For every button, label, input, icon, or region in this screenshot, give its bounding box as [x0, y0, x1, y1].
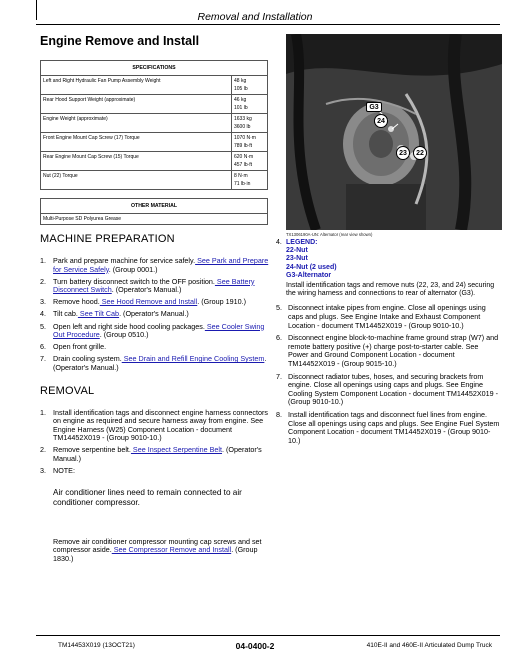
- legend-item: 22-Nut: [286, 247, 308, 255]
- note-step-text: Remove air conditioner compressor mounting cap screws and set compressor aside.: [53, 536, 262, 555]
- right-column: [276, 34, 500, 449]
- step-number: 2.: [40, 445, 46, 455]
- step-item: [40, 467, 272, 476]
- step-text: Disconnect engine block-to-machine frame ground strap (W7) and remote battery positive (+) charge post-to-starter cable. See Power and Ground Component Location - document TM14452X019 - (Group 9015-10.): [288, 333, 499, 368]
- step-reference-suffix: . (Group 0001.): [108, 264, 158, 274]
- legend-item: G3-Alternator: [286, 271, 332, 279]
- note-step-suffix: . (Group 1830.): [53, 545, 258, 563]
- step-text: Disconnect intake pipes from engine. Close all openings using caps and plugs. See Engine Intake and Exhaust Component Location - document TM14452X019 - (Group 9010-10.): [288, 303, 486, 330]
- step-reference-suffix: . (Operator's Manual.): [119, 309, 189, 319]
- spec-value-line: 8 N·m: [234, 173, 248, 179]
- step-number: 5.: [276, 303, 282, 313]
- step-item: [40, 323, 272, 340]
- figure-step-number: 4.: [276, 239, 282, 246]
- spec-value-line: 71 lb·in: [234, 181, 251, 187]
- spec-value-line: 789 lb·ft: [234, 143, 253, 149]
- note-text: Air conditioner lines need to remain connected to air conditioner compressor.: [53, 487, 242, 507]
- other-material-table: [40, 198, 268, 225]
- spec-value-line: 48 kg: [234, 78, 247, 84]
- step-number: 4.: [40, 309, 46, 319]
- footer-product-name: 410E-II and 460E-II Articulated Dump Truck: [366, 642, 492, 649]
- spec-value-line: 46 kg: [234, 97, 247, 103]
- callout-24: 24: [374, 114, 388, 128]
- spec-label: Nut (22) Torque: [41, 171, 232, 190]
- step-reference-suffix: . (Operator's Manual.): [53, 445, 262, 463]
- legend-item: 24-Nut (2 used): [286, 263, 337, 271]
- machine-preparation-title: MACHINE PREPARATION: [40, 233, 175, 245]
- spec-value-line: 620 N·m: [234, 154, 254, 160]
- step-item: [276, 334, 500, 368]
- footer-page-number: 04-0400-2: [235, 641, 275, 651]
- step-reference-link[interactable]: See Cooler Swing Out Procedure: [53, 321, 265, 340]
- header-rule: [36, 24, 500, 25]
- step-item: [40, 298, 272, 307]
- step-item: [40, 257, 272, 274]
- spec-label: Left and Right Hydraulic Fan Pump Assembly Weight: [41, 76, 232, 95]
- spec-row: [41, 114, 268, 133]
- specifications-heading: SPECIFICATIONS: [41, 61, 268, 76]
- step-text: [53, 446, 272, 463]
- step-text: [53, 310, 272, 319]
- step-text: [53, 467, 272, 476]
- compressor-remove-link[interactable]: See Compressor Remove and Install: [111, 545, 232, 555]
- step-item: [276, 411, 500, 445]
- step-number: 8.: [276, 409, 282, 419]
- step-number: 7.: [40, 354, 46, 364]
- spec-value-line: 1070 N·m: [234, 135, 256, 141]
- spec-row: [41, 133, 268, 152]
- legend-item: 23-Nut: [286, 255, 308, 263]
- spec-value-line: 3600 lb: [234, 124, 251, 130]
- removal-steps: [40, 409, 272, 476]
- specifications-table: [40, 60, 268, 190]
- legend-instruction: Install identification tags and remove nuts (22, 23, and 24) securing the wiring harness and connections to rear of alternator (G3).: [286, 282, 495, 298]
- spec-value: [232, 152, 268, 171]
- footer-rule: [36, 635, 500, 636]
- step-text: Install identification tags and disconnect fuel lines from engine. Close all openings using caps and plugs. See Engine Fuel System Component Location - document TM14452X019 - (Group 9010-10.): [288, 409, 500, 445]
- spec-row: [41, 76, 268, 95]
- step-instruction: Remove serpentine belt.: [53, 445, 131, 455]
- step-reference-link[interactable]: See Inspect Serpentine Belt: [130, 445, 223, 455]
- step-number: 6.: [40, 342, 46, 352]
- step-instruction: Install identification tags and disconnect engine harness connectors on engine as required and secure harness away from engine. See Engine Harness (W25) Component Location - document TM14452X019 - (Group 9010-10.): [53, 407, 268, 443]
- step-reference-suffix: . (Group 1910.): [197, 297, 246, 307]
- step-item: [276, 373, 500, 407]
- step-reference-link[interactable]: See Tilt Cab: [77, 309, 120, 319]
- callout-g3: G3: [366, 102, 382, 112]
- spec-row: [41, 152, 268, 171]
- page-header-title: Removal and Installation: [197, 11, 313, 23]
- footer-document-id: TM14453X019 (13OCT21): [58, 642, 135, 649]
- step-text: [53, 278, 272, 295]
- step-instruction: Tilt cab.: [53, 309, 78, 319]
- step-instruction: Turn battery disconnect switch to the OFF position.: [53, 276, 215, 286]
- spec-label: Engine Weight (approximate): [41, 114, 232, 133]
- step-instruction: Open front grille.: [53, 342, 107, 352]
- step-reference-link[interactable]: See Drain and Refill Engine Cooling System: [121, 354, 265, 364]
- spec-label: Front Engine Mount Cap Screw (17) Torque: [41, 133, 232, 152]
- step-reference-link[interactable]: See Hood Remove and Install: [99, 297, 198, 307]
- step-item: [40, 446, 272, 463]
- left-column: [40, 34, 272, 563]
- removal-title: REMOVAL: [40, 384, 95, 397]
- step-number: 7.: [276, 371, 282, 381]
- step-item: [276, 304, 500, 330]
- step-item: [40, 343, 272, 352]
- machine-preparation-steps: [40, 257, 272, 373]
- step-number: 6.: [276, 333, 282, 343]
- alternator-photo: [286, 34, 502, 230]
- alternator-illustration: [286, 34, 502, 230]
- spec-value: [232, 76, 268, 95]
- spec-row: [41, 95, 268, 114]
- step-number: 2.: [40, 276, 46, 286]
- spec-value: [232, 171, 268, 190]
- step-item: [40, 409, 272, 443]
- step-reference-suffix: . (Group 0510.): [99, 330, 149, 340]
- spec-value: [232, 95, 268, 114]
- spec-label: Rear Hood Support Weight (approximate): [41, 95, 232, 114]
- step-text: [53, 298, 272, 307]
- step-number: 3.: [40, 297, 46, 307]
- step-text: [53, 257, 272, 274]
- step-instruction: Drain cooling system.: [53, 354, 122, 364]
- step-instruction: Park and prepare machine for service safely.: [53, 256, 196, 265]
- step-text: [53, 409, 272, 443]
- spec-value-line: 457 lb·ft: [234, 162, 253, 168]
- spec-value-line: 105 lb: [234, 86, 248, 92]
- other-material-heading: OTHER MATERIAL: [41, 199, 268, 214]
- spec-value: [232, 114, 268, 133]
- figure-legend: [276, 239, 500, 298]
- step-item: [40, 310, 272, 319]
- spec-label: Rear Engine Mount Cap Screw (15) Torque: [41, 152, 232, 171]
- step-reference-link[interactable]: See Park and Prepare for Service Safely: [53, 256, 269, 274]
- spec-value-line: 1633 kg: [234, 116, 252, 122]
- step-reference-suffix: . (Operator's Manual.): [53, 354, 267, 372]
- step-instruction: Remove hood.: [53, 297, 100, 307]
- step-instruction: NOTE:: [53, 466, 75, 476]
- step-number: 1.: [40, 407, 46, 417]
- legend-title: LEGEND:: [286, 239, 318, 246]
- section-title: Engine Remove and Install: [40, 34, 200, 48]
- figure-caption: TX1306190A-UN: Alternator (rear view shown): [286, 232, 373, 237]
- right-column-steps: [276, 304, 500, 445]
- spec-row: [41, 171, 268, 190]
- step-number: 3.: [40, 466, 46, 476]
- note-step: [53, 538, 272, 564]
- spec-value-line: 101 lb: [234, 105, 248, 111]
- step-number: 1.: [40, 256, 46, 265]
- callout-22: 22: [413, 146, 427, 160]
- step-reference-suffix: . (Operator's Manual.): [111, 285, 182, 295]
- step-number: 5.: [40, 321, 46, 331]
- step-text: [53, 323, 272, 340]
- material-row: Multi-Purpose SD Polyurea Grease: [41, 214, 268, 225]
- step-item: [40, 278, 272, 295]
- step-item: [40, 355, 272, 372]
- step-text: [53, 355, 272, 372]
- step-text: [53, 343, 272, 352]
- step-instruction: Open left and right side hood cooling packages.: [53, 321, 205, 331]
- step-text: Disconnect radiator tubes, hoses, and securing brackets from engine. Close all openings using caps and plugs. See Engine Cooling System Component Location - document TM14452X019 - (Group 9010-10.): [288, 371, 499, 407]
- spec-value: [232, 133, 268, 152]
- callout-23: 23: [396, 146, 410, 160]
- step-reference-link[interactable]: See Battery Disconnect Switch: [53, 276, 255, 295]
